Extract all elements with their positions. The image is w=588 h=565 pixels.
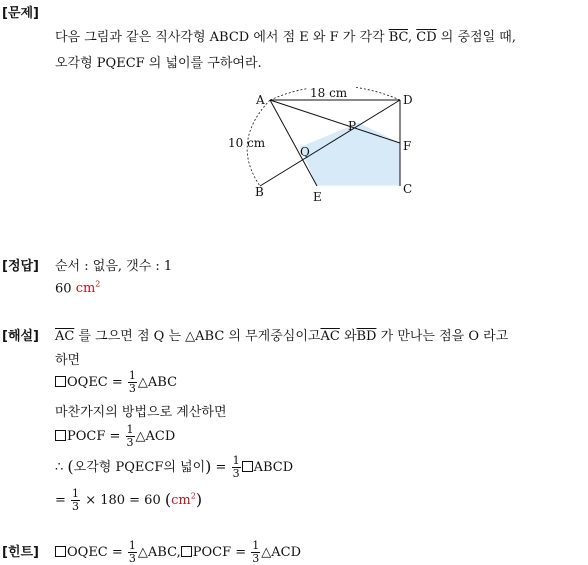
square-icon	[55, 546, 66, 557]
point-c: C	[403, 182, 413, 196]
solution-eq-1: OQEC = $\frac{1}{3}$ △ABC	[55, 370, 177, 395]
segment-bc: $\overline{BC}$	[388, 30, 408, 45]
point-a: A	[256, 93, 265, 107]
hint-equations: OQEC = $\frac{1}{3}$ △ABC, POCF = $\frac{1}{3}$ △ACD	[55, 540, 301, 565]
answer-label: [정답]	[2, 259, 39, 274]
fraction: $\frac{1}{3}$	[128, 369, 136, 395]
fraction: $\frac{1}{3}$	[126, 423, 134, 449]
solution-text-b: 와	[343, 329, 357, 344]
solution-line-4: 마찬가지의 방법으로 계산하면	[55, 405, 227, 420]
square-icon	[242, 461, 253, 472]
point-p: P	[348, 119, 357, 133]
point-d: D	[403, 93, 413, 107]
square-icon	[55, 376, 66, 387]
answer-value: 60	[55, 281, 72, 297]
point-f: F	[403, 139, 412, 153]
point-b: B	[255, 185, 264, 199]
segment-bd-label: $\overline{BD}$	[356, 329, 377, 344]
square-icon	[55, 430, 66, 441]
point-q: Q	[300, 145, 310, 159]
problem-text-b: 의 중점일 때,	[440, 30, 516, 45]
top-dimension-label: 18 cm	[310, 86, 348, 100]
answer-unit: $cm^2$	[75, 280, 101, 297]
fraction: $\frac{1}{3}$	[72, 487, 80, 513]
segment-ac: $\overline{AC}$	[55, 329, 75, 344]
problem-text-a: 다음 그림과 같은 직사각형 ABCD 에서 점 E 와 F 가 각각	[55, 30, 385, 45]
segment-cd: $\overline{CD}$	[416, 30, 437, 45]
fraction: $\frac{1}{3}$	[128, 539, 136, 565]
fraction: $\frac{1}{3}$	[252, 539, 260, 565]
solution-unit: $cm^2$	[171, 491, 196, 508]
therefore-symbol: ∴	[55, 460, 64, 475]
point-e: E	[313, 190, 322, 204]
square-icon	[181, 546, 192, 557]
answer-meta: 순서 : 없음, 갯수 : 1	[55, 259, 173, 274]
answer-value-line	[55, 280, 100, 296]
geometry-figure	[220, 82, 430, 206]
left-dimension-label: 10 cm	[228, 136, 266, 150]
comma: ,	[407, 30, 413, 45]
problem-line-1	[55, 26, 516, 45]
solution-label: [해설]	[2, 329, 39, 344]
segment-ac-2: $\overline{AC}$	[320, 329, 340, 344]
solution-line-1	[55, 325, 508, 344]
hint-label: [힌트]	[2, 545, 39, 560]
problem-line-2: 오각형 PQECF 의 넓이를 구하여라.	[55, 56, 262, 71]
solution-text-c: 가 만나는 점을 O 라고	[380, 329, 509, 344]
solution-text-a: 를 그으면 점 Q 는 △ABC 의 무게중심이고	[78, 329, 321, 344]
solution-eq-3: ∴ (오각형 PQECF의 넓이) = $\frac{1}{3}$ ABCD	[55, 454, 294, 480]
solution-eq-4: = $\frac{1}{3}$ × 180 = 60 $(cm^2)$	[55, 487, 203, 513]
problem-label: [문제]	[2, 6, 39, 21]
fraction: $\frac{1}{3}$	[232, 454, 240, 480]
solution-eq-2: POCF = $\frac{1}{3}$ △ACD	[55, 424, 175, 449]
solution-line-2: 하면	[55, 353, 81, 368]
